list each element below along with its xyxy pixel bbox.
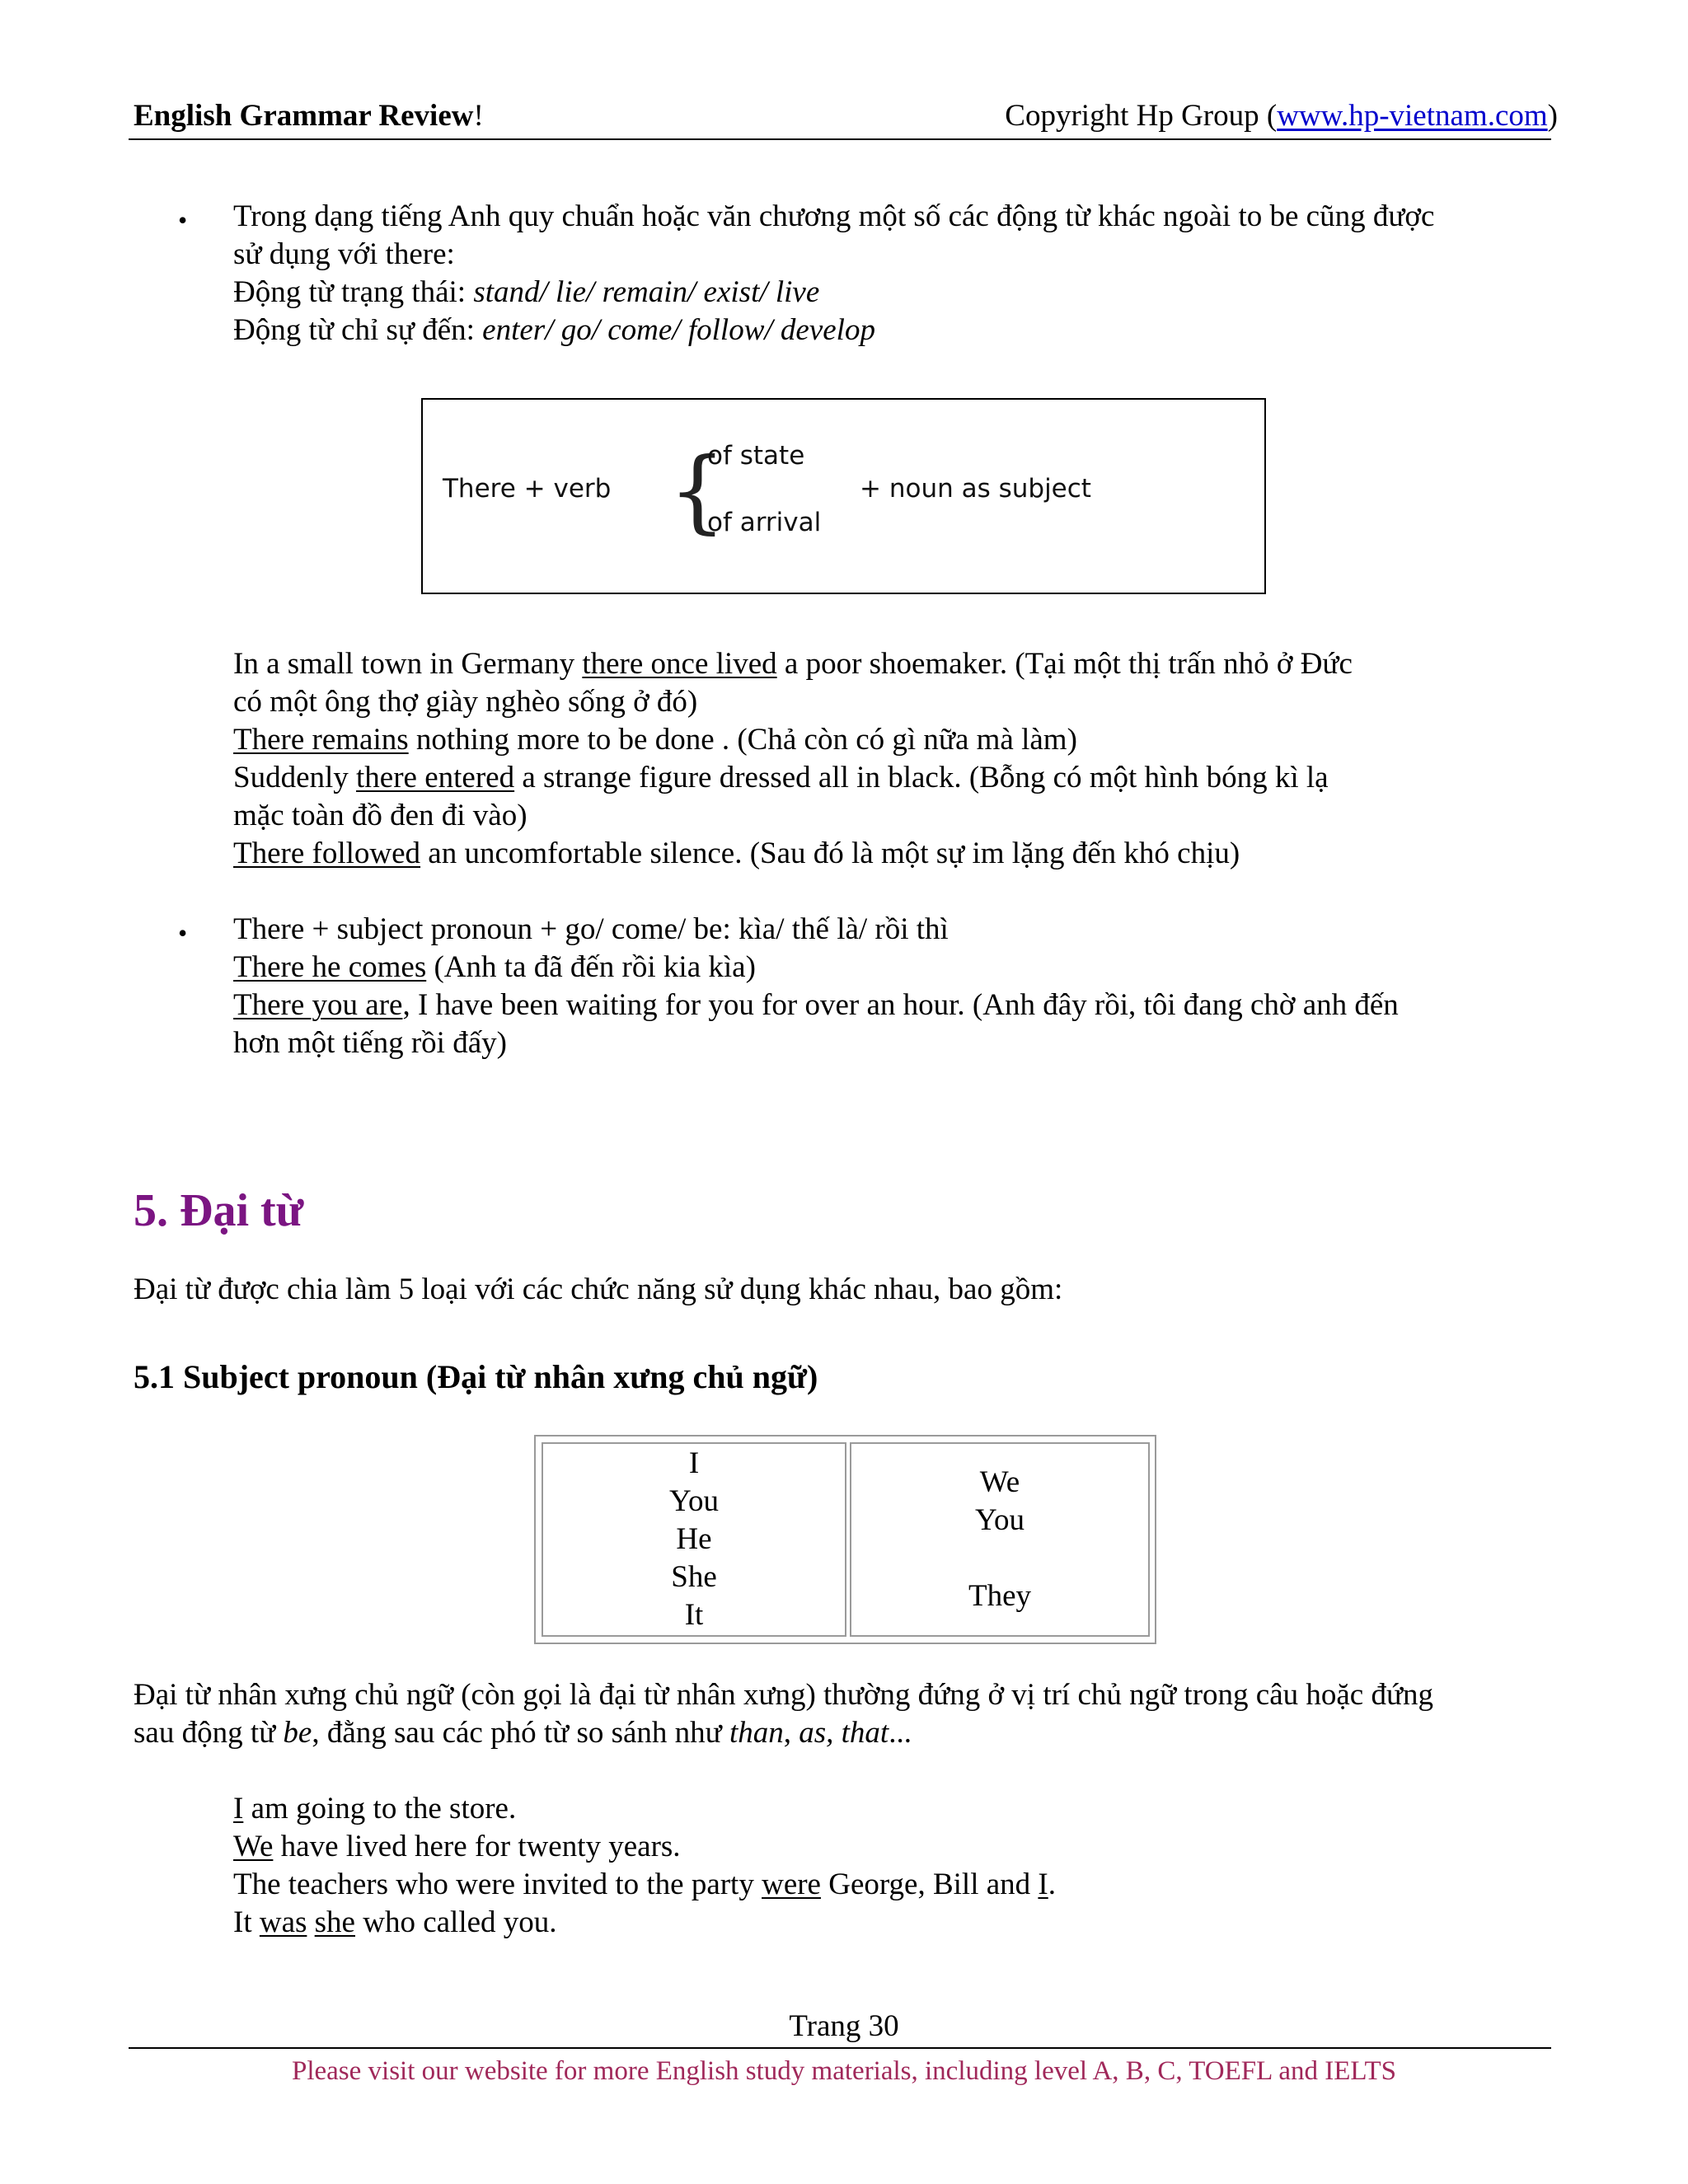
- footer-rule: [129, 2047, 1551, 2049]
- underlined-phrase: there entered: [356, 761, 515, 794]
- text-span: Động từ chỉ sự đến:: [233, 313, 483, 347]
- example-line: [233, 835, 1568, 873]
- example-line: [233, 949, 1568, 987]
- pronoun: You: [668, 1484, 720, 1518]
- diagram-bottom-option: of arrival: [707, 508, 822, 537]
- example-line: [233, 645, 1568, 683]
- footer-note: Please visit our website for more English study materials, including level A, B, C, TOEFL and IELTS: [291, 2056, 1396, 2086]
- italic-term: than: [729, 1716, 784, 1750]
- section-title: 5. Đại từ: [134, 1185, 304, 1236]
- examples-block-1: [233, 645, 1568, 873]
- text-span: a poor shoemaker. (Tại một thị trấn nhỏ ở Đức: [776, 647, 1353, 681]
- example-line: mặc toàn đồ đen đi vào): [233, 799, 528, 832]
- text-span: In a small town in Germany: [233, 647, 583, 681]
- underlined-phrase: There remains: [233, 723, 409, 757]
- underlined-phrase: were: [762, 1868, 821, 1901]
- text-span: a strange figure dressed all in black. (Bỗng có một hình bóng kì lạ: [514, 761, 1329, 794]
- pronoun: He: [676, 1522, 712, 1556]
- page-number: Trang 30: [789, 2009, 899, 2043]
- bullet-1-text: [233, 198, 1568, 349]
- underlined-phrase: was: [259, 1905, 307, 1939]
- text-line: [134, 1714, 1568, 1752]
- text-span: have lived here for twenty years.: [273, 1830, 681, 1863]
- brace-icon: {: [668, 438, 726, 543]
- text-line: [233, 312, 1568, 349]
- subsection-title: 5.1 Subject pronoun (Đại từ nhân xưng chủ ngữ): [134, 1358, 818, 1395]
- example-line: [233, 1828, 1568, 1866]
- text-span: [307, 1905, 314, 1939]
- pronoun: They: [968, 1579, 1032, 1613]
- pronoun: I: [688, 1446, 700, 1480]
- example-line: hơn một tiếng rồi đấy): [233, 1026, 507, 1060]
- example-line: [233, 987, 1568, 1024]
- diagram-top-option: of state: [707, 441, 805, 471]
- text-span: The teachers who were invited to the party: [233, 1868, 762, 1901]
- text-span: ,: [783, 1716, 799, 1750]
- text-span: an uncomfortable silence. (Sau đó là một sự im lặng đến khó chịu): [420, 837, 1240, 870]
- underlined-phrase: We: [233, 1830, 274, 1863]
- text-line: [233, 274, 1568, 312]
- text-span: It: [233, 1905, 260, 1939]
- example-line: [233, 1790, 1568, 1828]
- text-span: (Anh ta đã đến rồi kia kìa): [426, 950, 756, 984]
- example-line: [233, 1904, 1568, 1942]
- pronoun: She: [671, 1560, 717, 1594]
- text-line: sử dụng với there:: [233, 237, 455, 271]
- page-header: [134, 97, 1558, 138]
- underlined-phrase: I: [233, 1792, 244, 1825]
- header-title: [134, 97, 484, 135]
- text-span: nothing more to be done . (Chả còn có gì nữa mà làm): [408, 723, 1077, 757]
- text-span: am going to the store.: [243, 1792, 517, 1825]
- text-line: Đại từ nhân xưng chủ ngữ (còn gọi là đại từ nhân xưng) thường đứng ở vị trí chủ ngữ trong câu hoặc đứng: [134, 1678, 1434, 1712]
- text-line: There + subject pronoun + go/ come/ be: kìa/ thế là/ rồi thì: [233, 912, 949, 946]
- diagram-right-text: + noun as subject: [860, 474, 1091, 504]
- plural-pronouns-cell: [850, 1442, 1150, 1637]
- italic-term: be: [283, 1716, 312, 1750]
- underlined-phrase: There you are: [233, 988, 403, 1022]
- diagram-left-text: There + verb: [443, 474, 612, 504]
- structure-diagram: [421, 398, 1266, 594]
- bullet-1: •: [178, 205, 188, 235]
- underlined-phrase: there once lived: [582, 647, 777, 681]
- pronoun: It: [684, 1598, 704, 1632]
- underlined-phrase: I: [1038, 1868, 1048, 1901]
- header-title-mark: !: [473, 99, 484, 133]
- website-link[interactable]: www.hp-vietnam.com: [1277, 99, 1548, 133]
- explanation-paragraph: [134, 1676, 1568, 1752]
- header-copyright: [1005, 97, 1558, 135]
- text-span: sau động từ: [134, 1716, 284, 1750]
- example-line: [233, 759, 1568, 797]
- text-span: Động từ trạng thái:: [233, 275, 474, 309]
- pronoun: You: [974, 1503, 1025, 1537]
- header-title-text: English Grammar Review: [134, 99, 474, 133]
- text-span: , I have been waiting for you for over an hour. (Anh đây rồi, tôi đang chờ anh đến: [402, 988, 1399, 1022]
- italic-term: as, that: [799, 1716, 889, 1750]
- underlined-phrase: she: [314, 1905, 355, 1939]
- example-line: có một ông thợ giày nghèo sống ở đó): [233, 685, 698, 719]
- text-span: , đằng sau các phó từ so sánh như: [312, 1716, 729, 1750]
- text-line: Trong dạng tiếng Anh quy chuẩn hoặc văn chương một số các động từ khác ngoài to be cũng được: [233, 199, 1435, 233]
- pronoun-table: [534, 1435, 1156, 1644]
- text-span: ...: [889, 1716, 912, 1750]
- pronoun: We: [979, 1465, 1020, 1499]
- bullet-2: •: [178, 918, 188, 948]
- text-span: .: [1048, 1868, 1056, 1901]
- singular-pronouns-cell: [542, 1442, 846, 1637]
- section-intro: Đại từ được chia làm 5 loại với các chức năng sử dụng khác nhau, bao gồm:: [134, 1272, 1063, 1306]
- copyright-suffix: ): [1547, 99, 1558, 133]
- text-span: who called you.: [354, 1905, 557, 1939]
- example-line: [233, 1866, 1568, 1904]
- verbs-of-state: stand/ lie/ remain/ exist/ live: [473, 275, 820, 309]
- verbs-of-arrival: enter/ go/ come/ follow/ develop: [482, 313, 875, 347]
- copyright-prefix: Copyright Hp Group (: [1005, 99, 1278, 133]
- header-rule: [129, 138, 1551, 140]
- bullet-2-text: [233, 911, 1568, 1062]
- text-span: Suddenly: [233, 761, 357, 794]
- underlined-phrase: There followed: [233, 837, 421, 870]
- text-span: George, Bill and: [820, 1868, 1039, 1901]
- examples-block-2: [233, 1790, 1568, 1942]
- underlined-phrase: There he comes: [233, 950, 427, 984]
- example-line: [233, 721, 1568, 759]
